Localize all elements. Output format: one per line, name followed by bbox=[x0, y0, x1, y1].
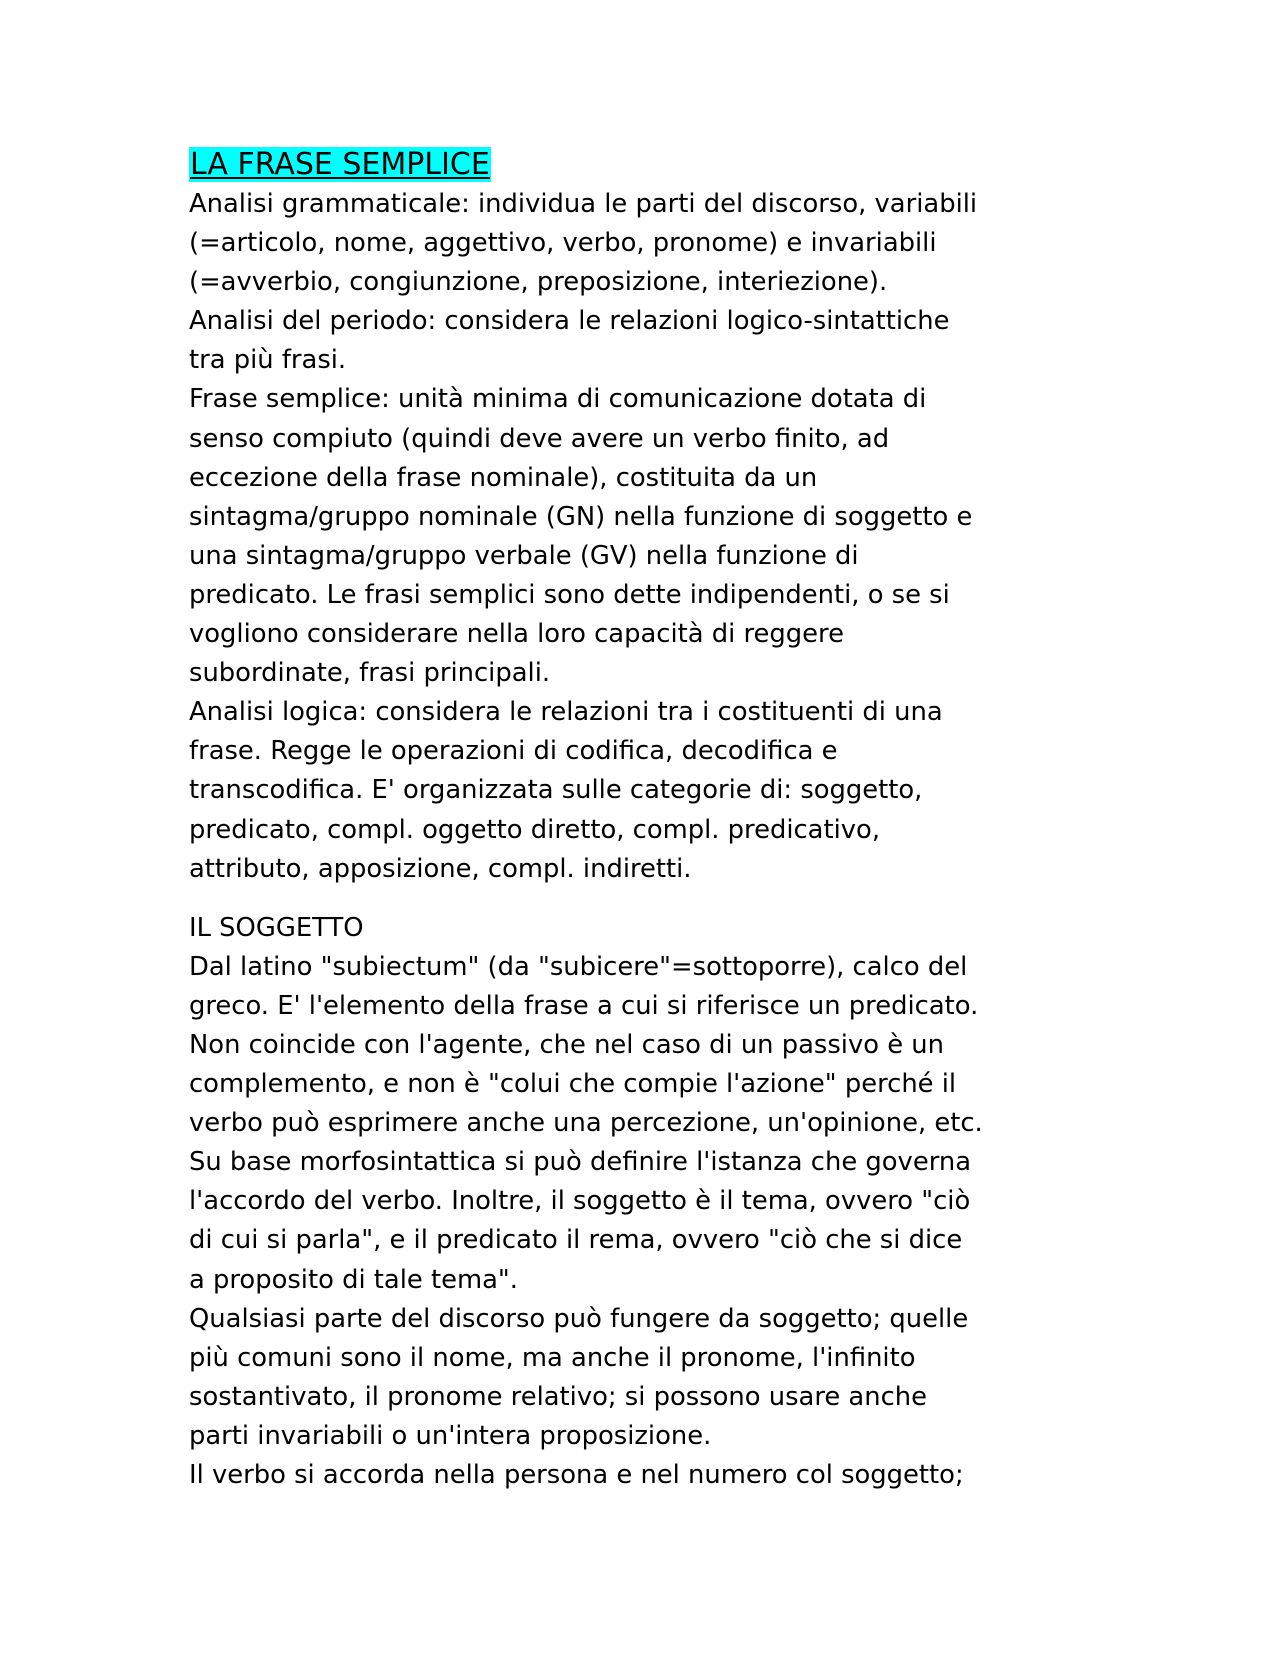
text-line: eccezione della frase nominale), costituita da un bbox=[189, 462, 818, 493]
text-line: Analisi del periodo: considera le relazioni logico-sintattiche bbox=[189, 306, 950, 337]
text-line: senso compiuto (quindi deve avere un verbo finito, ad bbox=[189, 423, 890, 454]
text-line: complemento, e non è "colui che compie l'azione" perché il bbox=[189, 1069, 957, 1100]
text-line: predicato. Le frasi semplici sono dette indipendenti, o se si bbox=[189, 579, 950, 610]
text-line: Analisi logica: considera le relazioni tra i costituenti di una bbox=[189, 697, 943, 728]
text-line: verbo può esprimere anche una percezione, un'opinione, etc. bbox=[189, 1108, 983, 1139]
text-line: Analisi grammaticale: individua le parti del discorso, variabili bbox=[189, 189, 978, 219]
text-line: vogliono considerare nella loro capacità di reggere bbox=[189, 619, 844, 650]
text-line: parti invariabili o un'intera proposizione. bbox=[189, 1420, 712, 1451]
text-line: attributo, apposizione, compl. indiretti. bbox=[189, 853, 692, 884]
text-line: predicato, compl. oggetto diretto, compl. predicativo, bbox=[189, 814, 881, 845]
document-page bbox=[189, 145, 1189, 1495]
text-line: greco. E' l'elemento della frase a cui si riferisce un predicato. bbox=[189, 990, 979, 1021]
text-line: Il verbo si accorda nella persona e nel numero col soggetto; bbox=[189, 1460, 964, 1490]
text-line: una sintagma/gruppo verbale (GV) nella funzione di bbox=[189, 540, 859, 571]
text-line: Frase semplice: unità minima di comunicazione dotata di bbox=[189, 384, 927, 415]
text-line: Su base morfosintattica si può definire l'istanza che governa bbox=[189, 1147, 972, 1178]
title-line bbox=[189, 145, 1189, 185]
text-line: Dal latino "subiectum" (da "subicere"=sottoporre), calco del bbox=[189, 951, 968, 982]
text-line: più comuni sono il nome, ma anche il pronome, l'infinito bbox=[189, 1342, 916, 1373]
text-line: sintagma/gruppo nominale (GN) nella funzione di soggetto e bbox=[189, 501, 973, 532]
text-line: (=avverbio, congiunzione, preposizione, interiezione). bbox=[189, 267, 888, 298]
section-heading: IL SOGGETTO bbox=[189, 912, 364, 943]
text-line: sostantivato, il pronome relativo; si possono usare anche bbox=[189, 1381, 927, 1412]
page-title: LA FRASE SEMPLICE bbox=[190, 147, 490, 182]
text-line: di cui si parla", e il predicato il rema, ovvero "ciò che si dice bbox=[189, 1225, 963, 1256]
text-line: subordinate, frasi principali. bbox=[189, 658, 551, 689]
text-line: l'accordo del verbo. Inoltre, il soggetto è il tema, ovvero "ciò bbox=[189, 1186, 971, 1217]
paragraph-gap bbox=[189, 889, 1189, 909]
text-line: transcodifica. E' organizzata sulle categorie di: soggetto, bbox=[189, 775, 923, 806]
text-line: frase. Regge le operazioni di codifica, decodifica e bbox=[189, 736, 838, 767]
text-line: Qualsiasi parte del discorso può fungere da soggetto; quelle bbox=[189, 1303, 969, 1334]
text-line: tra più frasi. bbox=[189, 345, 347, 376]
text-line: (=articolo, nome, aggettivo, verbo, pronome) e invariabili bbox=[189, 228, 937, 259]
text-line: Non coincide con l'agente, che nel caso di un passivo è un bbox=[189, 1029, 944, 1060]
text-line: a proposito di tale tema". bbox=[189, 1264, 518, 1295]
